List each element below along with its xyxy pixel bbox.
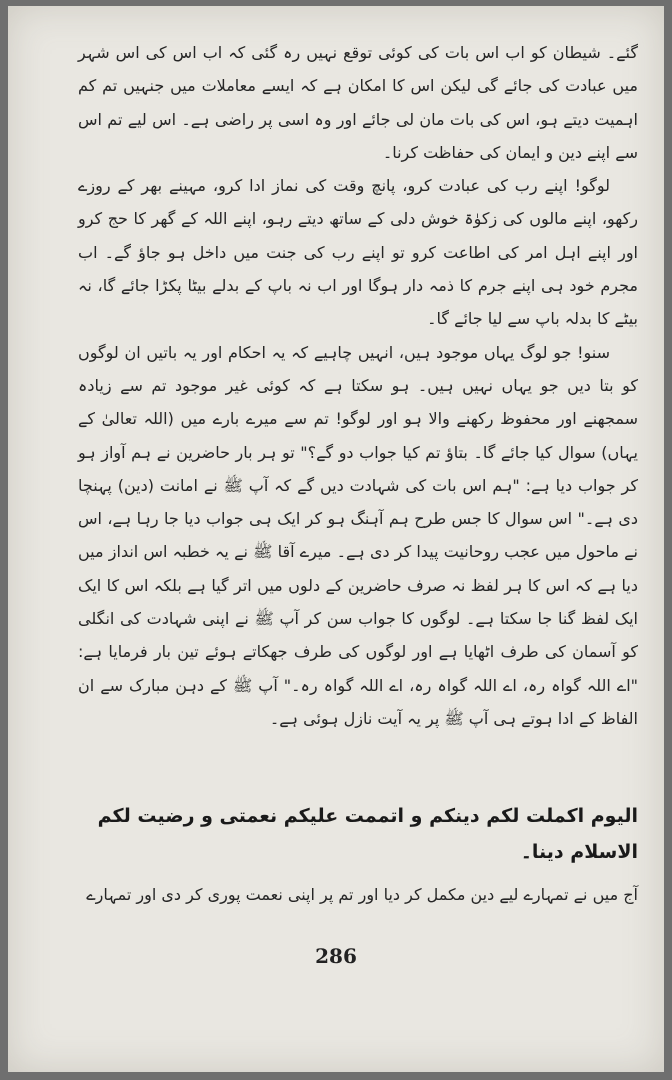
- body-text: [78, 36, 638, 735]
- paragraph-2: لوگو! اپنے رب کی عبادت کرو، پانچ وقت کی نماز ادا کرو، مہینے بھر کے روزے رکھو، اپنے مالوں کی زکوٰۃ خوش دلی کے ساتھ دیتے رہو، اپنے اللہ کے گھر کا حج کرو اور اپنے اہل امر کی اطاعت کرو تو اپنے رب کی جنت میں داخل ہو جاؤ گے۔ اب مجرم خود ہی اپنے جرم کا ذمہ دار ہوگا اور اب نہ باپ کے بدلے بیٹا پکڑا جائے گا، نہ بیٹے کا بدلہ باپ سے لیا جائے گا۔: [78, 176, 638, 329]
- paragraph-3: سنو! جو لوگ یہاں موجود ہیں، انہیں چاہیے کہ یہ احکام اور یہ باتیں ان لوگوں کو بتا دیں جو یہاں نہیں ہیں۔ ہو سکتا ہے کہ کوئی غیر موجود تم سے زیادہ سمجھنے اور محفوظ رکھنے والا ہو اور لوگو! تم سے میرے بارے میں (اللہ تعالیٰ کے یہاں) سوال کیا جائے گا۔ بتاؤ تم کیا جواب دو گے؟" تو ہر بار حاضرین نے ہم آواز ہو کر جواب دیا ہے: "ہم اس بات کی شہادت دیں گے کہ آپ ﷺ نے امانت (دین) پہنچا دی ہے۔" اس سوال کا جس طرح ہم آہنگ ہو کر ایک ہی جواب دیا جا رہا ہے، اس نے ماحول میں عجب روحانیت پیدا کر دی ہے۔ میرے آقا ﷺ نے یہ خطبہ اس انداز میں دیا ہے کہ اس کا ہر لفظ نہ صرف حاضرین کے دلوں میں اتر گیا ہے بلکہ اس کا ایک ایک لفظ گنا جا سکتا ہے۔ لوگوں کا جواب سن کر آپ ﷺ نے اپنی شہادت کی انگلی کو آسمان کی طرف اٹھایا ہے اور لوگوں کی طرف جھکاتے ہوئے تین بار فرمایا ہے: "اے اللہ گواہ رہ، اے اللہ گواہ رہ، اے اللہ گواہ رہ۔" آپ ﷺ کے دہن مبارک سے ان الفاظ کے ادا ہوتے ہی آپ ﷺ پر یہ آیت نازل ہوئی ہے۔: [78, 342, 639, 728]
- verse-translation: آج میں نے تمہارے لیے دین مکمل کر دیا اور تم پر اپنی نعمت پوری کر دی اور تمہارے: [86, 885, 638, 904]
- paragraph-1: گئے۔ شیطان کو اب اس بات کی کوئی توقع نہیں رہ گئی کہ اب اس کی اس شہر میں عبادت کی جائے گی لیکن اس کا امکان ہے کہ ایسے معاملات میں جنہیں تم کم اہمیت دیتے ہو، اس کی بات مان لی جائے اور وہ اسی پر راضی ہے۔ اس لیے تم اس سے اپنے دین و ایمان کی حفاظت کرنا۔: [78, 43, 638, 162]
- page-number: 286: [315, 944, 357, 968]
- quranic-verse: الیوم اکملت لکم دینکم و اتممت علیکم نعمتی و رضیت لکم الاسلام دینا۔: [97, 805, 638, 863]
- book-page: [8, 6, 664, 1072]
